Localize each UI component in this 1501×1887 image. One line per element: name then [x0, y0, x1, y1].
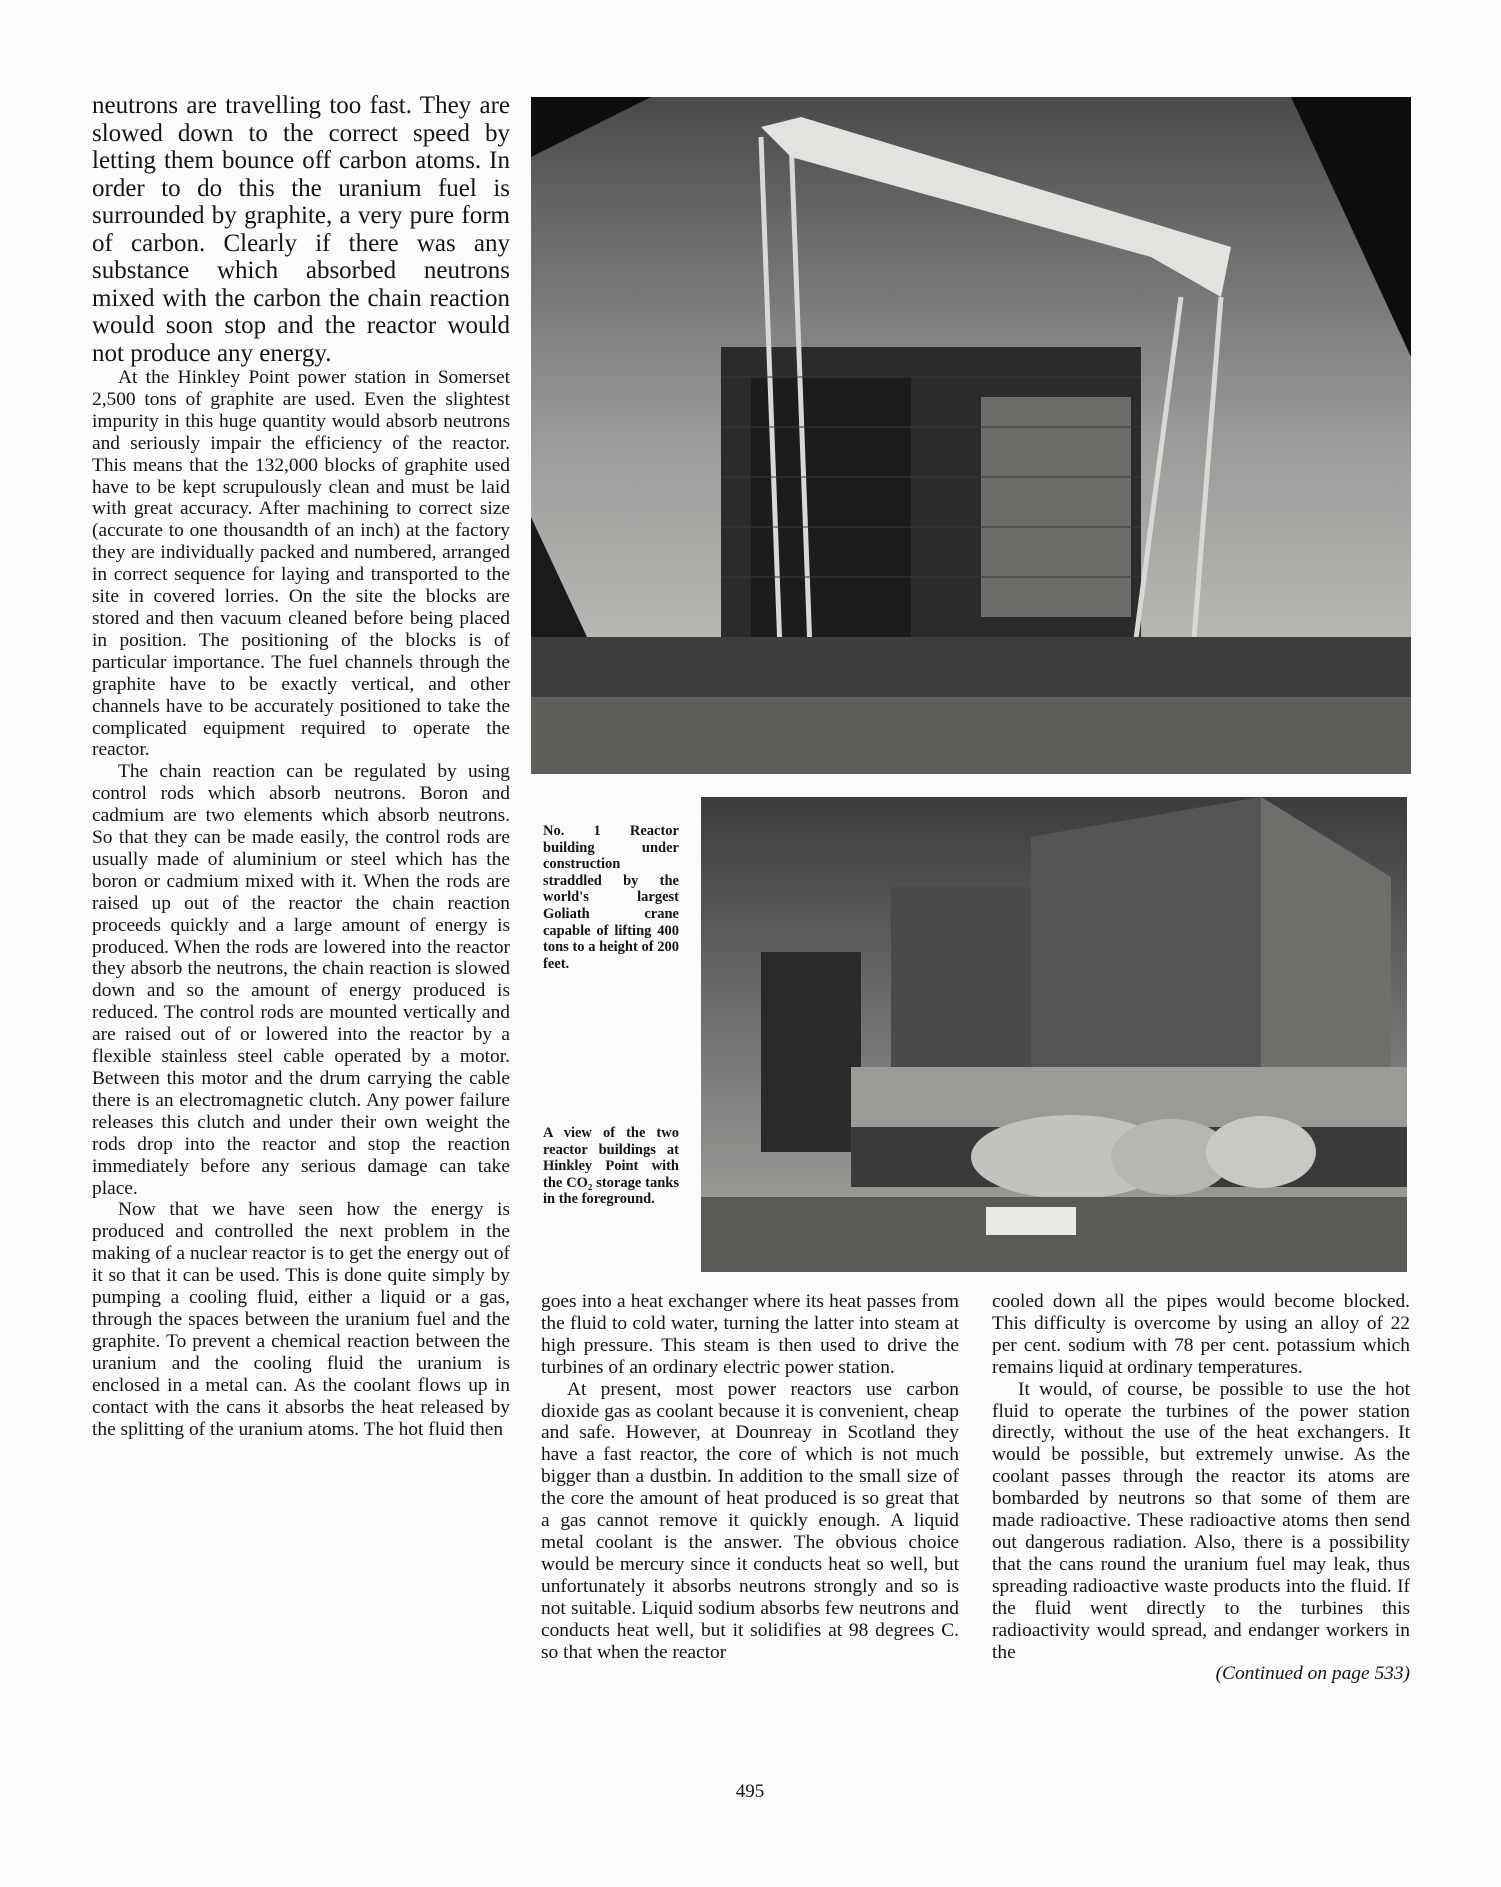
- paragraph: At present, most power reactors use carbon dioxide gas as coolant because it is convenient, cheap and safe. However, at Dounreay in Scotland they have a fast reactor, the core of which is not much bigger than a dustbin. In addition to the small size of the core the amount of heat produced is so great that a gas cannot remove it quickly enough. A liquid metal coolant is the answer. The obvious choice would be mercury since it conducts heat so well, but unfortunately it absorbs neutrons strongly and so is not suitable. Liquid sodium absorbs few neutrons and conducts heat well, but it solidifies at 98 degrees C. so that when the reactor: [541, 1378, 959, 1663]
- paragraph: It would, of course, be possible to use the hot fluid to operate the turbines of the power station directly, without the use of the heat exchangers. It would be possible, but extremely unwise. As the coolant passes through the reactor its atoms are bombarded by neutrons so that some of them are made radioactive. These radioactive atoms then send out dangerous radiation. Also, there is a possibility that the cans round the uranium fuel may leak, thus spreading radioactive waste products into the fluid. If the fluid went directly to the turbines this radioactivity would spread, and endanger workers in the: [992, 1378, 1410, 1663]
- photo-caption-reactor-view: A view of the two reactor buildings at Hinkley Point with the CO₂ storage tanks in the foreground.: [543, 1125, 679, 1208]
- paragraph: Now that we have seen how the energy is produced and controlled the next problem in the making of a nuclear reactor is to get the energy out of it so that it can be used. This is done quite simply by pumping a cooling fluid, either a liquid or a gas, through the spaces between the uranium fuel and the graphite. To prevent a chemical reaction between the uranium and the cooling fluid the uranium is enclosed in a metal can. As the coolant flows up in contact with the cans it absorbs the heat released by the splitting of the uranium atoms. The hot fluid then: [92, 1199, 510, 1440]
- paragraph: cooled down all the pipes would become blocked. This difficulty is overcome by using an alloy of 22 per cent. sodium with 78 per cent. potassium which remains liquid at ordinary temperatures.: [992, 1291, 1410, 1378]
- text-column-1: [92, 92, 510, 1440]
- lead-paragraph: neutrons are travelling too fast. They are slowed down to the correct speed by letting them bounce off carbon atoms. In order to do this the uranium fuel is surrounded by graphite, a very pure form of carbon. Clearly if there was any substance which absorbed neutrons mixed with the carbon the chain reaction would soon stop and the reactor would not produce any energy.: [92, 92, 510, 367]
- paragraph: goes into a heat exchanger where its heat passes from the fluid to cold water, turning the latter into steam at high pressure. This steam is then used to drive the turbines of an ordinary electric power station.: [541, 1291, 959, 1378]
- photo-caption-reactor-building: No. 1 Reactor building under construction straddled by the world's largest Goliath crane capable of lifting 400 tons to a height of 200 feet.: [543, 823, 679, 972]
- reactor-construction-photo: [531, 97, 1411, 774]
- text-column-2: [541, 1291, 959, 1663]
- reactor-buildings-photo: [701, 797, 1407, 1272]
- continued-note: (Continued on page 533): [1215, 1663, 1410, 1685]
- paragraph: The chain reaction can be regulated by using control rods which absorb neutrons. Boron and cadmium are two elements which absorb neutrons. So that they can be made easily, the control rods are usually made of aluminium or steel which has the boron or cadmium mixed with it. When the rods are raised up out of the reactor the chain reaction proceeds quickly and a large amount of energy is produced. When the rods are lowered into the reactor they absorb the neutrons, the chain reaction is slowed down and so the amount of energy produced is reduced. The control rods are mounted vertically and are raised out of or lowered into the reactor by a flexible stainless steel cable operated by a motor. Between this motor and the drum carrying the cable there is an electromagnetic clutch. Any power failure releases this clutch and under their own weight the rods drop into the reactor and stop the reaction immediately before any serious damage can take place.: [92, 761, 510, 1199]
- paragraph: At the Hinkley Point power station in Somerset 2,500 tons of graphite are used. Even the slightest impurity in this huge quantity would absorb neutrons and seriously impair the efficiency of the reactor. This means that the 132,000 blocks of graphite used have to be kept scrupulously clean and must be laid with great accuracy. After machining to correct size (accurate to one thousandth of an inch) at the factory they are individually packed and numbered, arranged in correct sequence for laying and transported to the site in covered lorries. On the site the blocks are stored and then vacuum cleaned before being placed in position. The positioning of the blocks is of particular importance. The fuel channels through the graphite have to be exactly vertical, and other channels have to be accurately positioned to take the complicated equipment required to operate the reactor.: [92, 367, 510, 761]
- text-column-3: [992, 1291, 1410, 1685]
- page-number: 495: [735, 1781, 765, 1802]
